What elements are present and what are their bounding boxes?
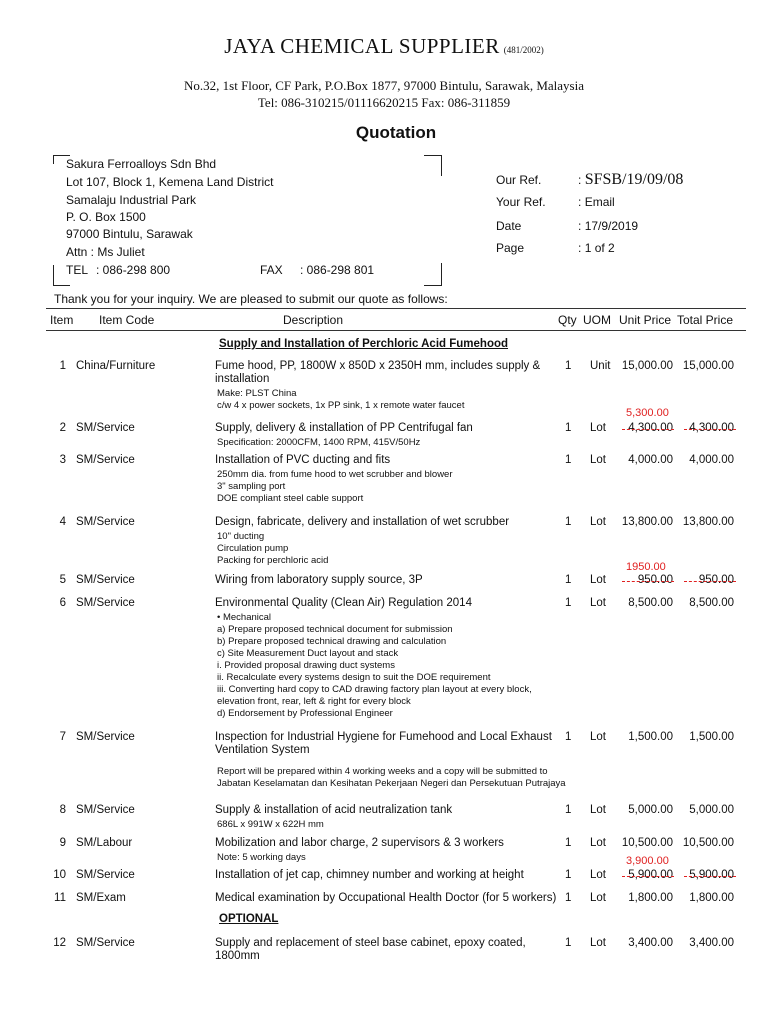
item-qty: 1 xyxy=(565,516,572,528)
item-detail: d) Endorsement by Professional Engineer xyxy=(217,708,393,719)
item-description: Supply & installation of acid neutralization tank xyxy=(215,804,453,816)
address-frame-corner xyxy=(424,263,442,286)
item-detail: c) Site Measurement Duct layout and stack xyxy=(217,648,399,659)
item-uom: Lot xyxy=(590,869,606,881)
item-total-price: 1,800.00 xyxy=(689,892,734,904)
header-qty: Qty xyxy=(558,313,577,327)
item-unit-price: 15,000.00 xyxy=(621,360,673,372)
item-total-price: 5,000.00 xyxy=(689,804,734,816)
item-code: SM/Exam xyxy=(76,892,126,904)
item-code: SM/Labour xyxy=(76,837,133,849)
date-label: Date xyxy=(496,219,522,233)
item-description: Supply and replacement of steel base cabinet, epoxy coated, xyxy=(215,937,526,949)
customer-address-line: Lot 107, Block 1, Kemena Land District xyxy=(66,175,274,189)
item-total-price: 8,500.00 xyxy=(689,597,734,609)
item-qty: 1 xyxy=(565,892,572,904)
item-code: SM/Service xyxy=(76,869,135,881)
our-ref-value: : SFSB/19/09/08 xyxy=(578,171,684,188)
page-value: : 1 of 2 xyxy=(578,241,615,255)
item-number: 9 xyxy=(59,837,66,849)
item-description: Supply, delivery & installation of PP Centrifugal fan xyxy=(215,422,473,434)
item-uom: Lot xyxy=(590,422,606,434)
item-description: Mobilization and labor charge, 2 supervisors & 3 workers xyxy=(215,837,504,849)
item-code: SM/Service xyxy=(76,454,135,466)
item-description: Installation of PVC ducting and fits xyxy=(215,454,391,466)
item-unit-price: 1,500.00 xyxy=(628,731,673,743)
item-uom: Lot xyxy=(590,937,606,949)
item-uom: Lot xyxy=(590,837,606,849)
item-code: China/Furniture xyxy=(76,360,156,372)
item-description: Inspection for Industrial Hygiene for Fumehood and Local Exhaust xyxy=(215,731,552,743)
price-strikethrough xyxy=(684,876,736,877)
intro-text: Thank you for your inquiry. We are pleased to submit our quote as follows: xyxy=(54,292,448,306)
item-detail: DOE compliant steel cable support xyxy=(217,493,364,504)
customer-tel: : 086-298 800 xyxy=(96,263,171,277)
item-detail: iii. Converting hard copy to CAD drawing factory plan layout at every block, xyxy=(217,684,532,695)
date-value: : 17/9/2019 xyxy=(578,219,639,233)
item-uom: Lot xyxy=(590,804,606,816)
item-qty: 1 xyxy=(565,360,572,372)
customer-fax: : 086-298 801 xyxy=(300,263,375,277)
header-unit-price: Unit Price xyxy=(619,313,672,327)
company-reg-number: (481/2002) xyxy=(503,45,544,55)
item-number: 10 xyxy=(53,869,66,881)
address-frame-corner xyxy=(424,155,442,176)
page-label: Page xyxy=(496,241,525,255)
customer-attention: Attn : Ms Juliet xyxy=(66,245,145,259)
company-name: JAYA CHEMICAL SUPPLIER (481/2002) xyxy=(224,34,544,58)
item-unit-price: 5,000.00 xyxy=(628,804,673,816)
customer-fax-label: FAX xyxy=(260,263,283,277)
item-uom: Lot xyxy=(590,454,606,466)
item-qty: 1 xyxy=(565,422,572,434)
item-description: Ventilation System xyxy=(215,744,310,756)
item-total-price: 10,500.00 xyxy=(682,837,734,849)
item-total-price: 4,300.00 xyxy=(689,422,734,434)
item-detail: Packing for perchloric acid xyxy=(217,555,329,566)
customer-tel-label: TEL xyxy=(66,263,89,277)
item-uom: Lot xyxy=(590,731,606,743)
item-uom: Unit xyxy=(590,360,611,372)
item-code: SM/Service xyxy=(76,804,135,816)
item-qty: 1 xyxy=(565,454,572,466)
item-description: Environmental Quality (Clean Air) Regulation 2014 xyxy=(215,597,472,609)
item-description: installation xyxy=(215,373,270,385)
item-total-price: 5,900.00 xyxy=(689,869,734,881)
item-description: 1800mm xyxy=(215,950,260,962)
item-number: 1 xyxy=(59,360,66,372)
item-description: Medical examination by Occupational Health Doctor (for 5 workers) xyxy=(215,892,557,904)
header-item-code: Item Code xyxy=(99,313,155,327)
revised-unit-price: 5,300.00 xyxy=(626,407,669,419)
item-qty: 1 xyxy=(565,937,572,949)
price-strikethrough xyxy=(622,429,674,430)
item-detail: elevation front, rear, left & right for every block xyxy=(217,696,411,707)
item-uom: Lot xyxy=(590,516,606,528)
item-uom: Lot xyxy=(590,892,606,904)
header-uom: UOM xyxy=(583,313,611,327)
header-description: Description xyxy=(283,313,344,327)
item-detail: • Mechanical xyxy=(217,612,272,623)
item-detail: c/w 4 x power sockets, 1x PP sink, 1 x remote water faucet xyxy=(217,400,465,411)
customer-address-line: 97000 Bintulu, Sarawak xyxy=(66,227,193,241)
item-qty: 1 xyxy=(565,869,572,881)
price-strikethrough xyxy=(684,581,736,582)
customer-name: Sakura Ferroalloys Sdn Bhd xyxy=(66,157,217,171)
item-detail: Circulation pump xyxy=(217,543,289,554)
item-unit-price: 1,800.00 xyxy=(628,892,673,904)
price-strikethrough xyxy=(622,876,674,877)
item-detail: Note: 5 working days xyxy=(217,852,306,863)
item-number: 12 xyxy=(53,937,66,949)
item-detail: Make: PLST China xyxy=(217,388,297,399)
item-unit-price: 4,300.00 xyxy=(628,422,673,434)
item-unit-price: 5,900.00 xyxy=(628,869,673,881)
section-heading-optional: OPTIONAL xyxy=(219,913,279,925)
customer-address-line: Samalaju Industrial Park xyxy=(66,193,197,207)
item-number: 7 xyxy=(59,731,66,743)
customer-address-line: P. O. Box 1500 xyxy=(66,210,146,224)
item-code: SM/Service xyxy=(76,574,135,586)
item-uom: Lot xyxy=(590,574,606,586)
item-code: SM/Service xyxy=(76,422,135,434)
our-ref-label: Our Ref. xyxy=(496,173,542,187)
item-unit-price: 4,000.00 xyxy=(628,454,673,466)
item-detail: Report will be prepared within 4 working weeks and a copy will be submitted to xyxy=(217,766,548,777)
item-qty: 1 xyxy=(565,574,572,586)
item-total-price: 13,800.00 xyxy=(682,516,734,528)
item-detail: ii. Recalculate every systems design to suit the DOE requirement xyxy=(217,672,491,683)
item-unit-price: 13,800.00 xyxy=(621,516,673,528)
item-qty: 1 xyxy=(565,804,572,816)
item-total-price: 3,400.00 xyxy=(689,937,734,949)
item-detail: 250mm dia. from fume hood to wet scrubber and blower xyxy=(217,469,453,480)
item-number: 11 xyxy=(54,892,66,904)
revised-unit-price: 3,900.00 xyxy=(626,855,669,867)
item-number: 8 xyxy=(59,804,66,816)
revised-unit-price: 1950.00 xyxy=(626,561,666,573)
item-description: Wiring from laboratory supply source, 3P xyxy=(215,574,423,586)
item-description: Design, fabricate, delivery and installation of wet scrubber xyxy=(215,516,510,528)
company-contact: Tel: 086-310215/01116620215 Fax: 086-311859 xyxy=(257,95,511,110)
item-code: SM/Service xyxy=(76,516,135,528)
item-detail: Jabatan Keselamatan dan Kesihatan Pekerjaan Negeri dan Persekutuan Putrajaya xyxy=(217,778,566,789)
item-number: 2 xyxy=(59,422,66,434)
table-header-top-rule xyxy=(46,308,746,309)
item-description: Installation of jet cap, chimney number and working at height xyxy=(215,869,524,881)
item-detail: 10" ducting xyxy=(217,531,265,542)
item-number: 4 xyxy=(59,516,66,528)
item-detail: i. Provided proposal drawing duct systems xyxy=(217,660,395,671)
item-uom: Lot xyxy=(590,597,606,609)
item-unit-price: 10,500.00 xyxy=(621,837,673,849)
price-strikethrough xyxy=(622,581,674,582)
price-strikethrough xyxy=(684,429,736,430)
item-detail: Specification: 2000CFM, 1400 RPM, 415V/50Hz xyxy=(217,437,421,448)
document-title: Quotation xyxy=(355,123,437,142)
item-total-price: 15,000.00 xyxy=(682,360,734,372)
item-number: 5 xyxy=(59,574,66,586)
item-total-price: 950.00 xyxy=(698,574,734,586)
item-detail: 3" sampling port xyxy=(217,481,286,492)
header-item: Item xyxy=(50,313,74,327)
item-total-price: 4,000.00 xyxy=(689,454,734,466)
item-qty: 1 xyxy=(565,597,572,609)
item-unit-price: 3,400.00 xyxy=(628,937,673,949)
your-ref-label: Your Ref. xyxy=(496,195,546,209)
header-total-price: Total Price xyxy=(677,313,734,327)
item-code: SM/Service xyxy=(76,731,135,743)
section-heading-main: Supply and Installation of Perchloric Acid Fumehood xyxy=(219,338,509,350)
item-detail: b) Prepare proposed technical drawing and calculation xyxy=(217,636,447,647)
item-total-price: 1,500.00 xyxy=(689,731,734,743)
item-detail: 686L x 991W x 622H mm xyxy=(217,819,324,830)
company-address: No.32, 1st Floor, CF Park, P.O.Box 1877, 97000 Bintulu, Sarawak, Malaysia xyxy=(184,78,584,93)
your-ref-value: : Email xyxy=(578,195,615,209)
item-detail: a) Prepare proposed technical document for submission xyxy=(217,624,453,635)
item-code: SM/Service xyxy=(76,937,135,949)
item-qty: 1 xyxy=(565,837,572,849)
item-description: Fume hood, PP, 1800W x 850D x 2350H mm, includes supply & xyxy=(215,360,541,372)
item-code: SM/Service xyxy=(76,597,135,609)
item-number: 6 xyxy=(59,597,66,609)
item-unit-price: 950.00 xyxy=(637,574,673,586)
item-unit-price: 8,500.00 xyxy=(628,597,673,609)
item-number: 3 xyxy=(59,454,66,466)
table-header-bottom-rule xyxy=(46,330,746,331)
item-qty: 1 xyxy=(565,731,572,743)
